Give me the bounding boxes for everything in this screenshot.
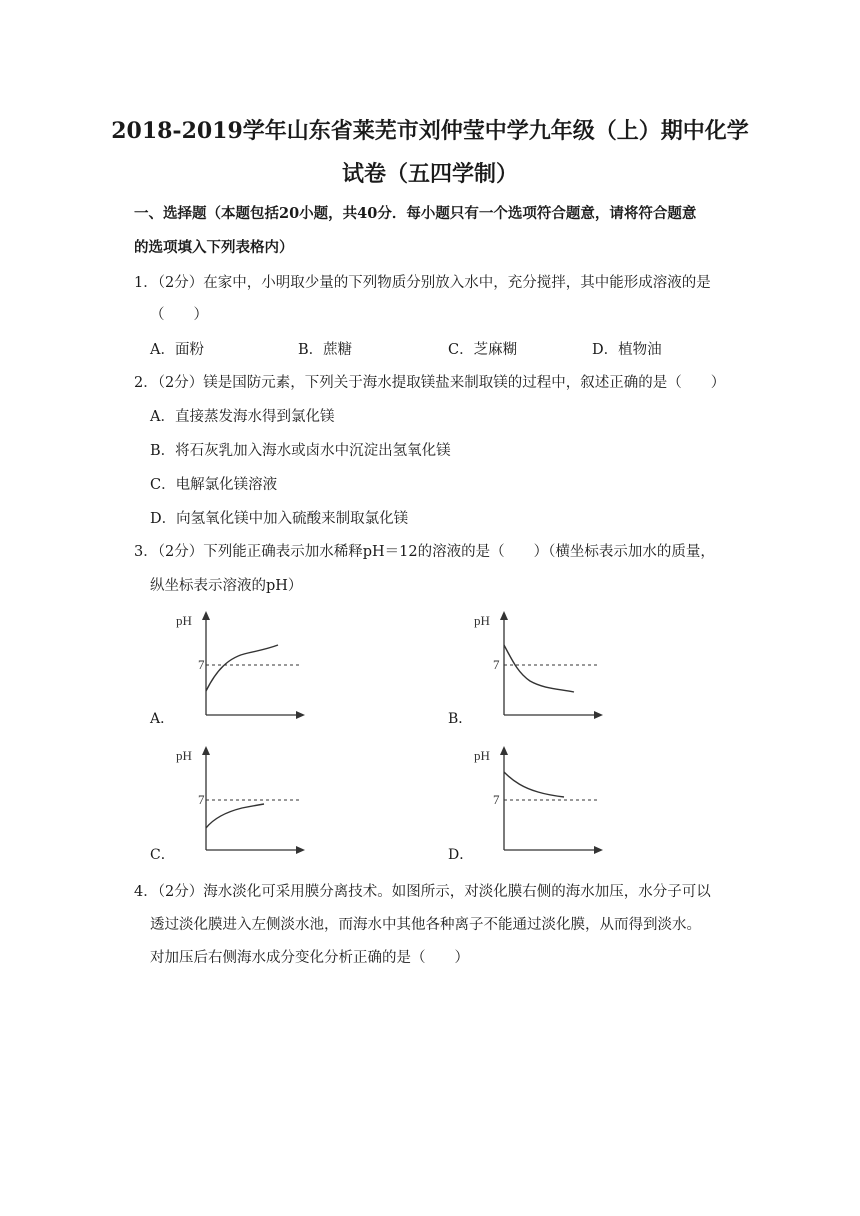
q3-graph-d[interactable] <box>468 740 608 860</box>
question-4-stem-line3: 对加压后右侧海水成分变化分析正确的是（ ） <box>150 950 469 966</box>
curve-c <box>206 804 264 828</box>
section-header-line2: 的选项填入下列表格内） <box>134 239 294 256</box>
y-axis-arrow <box>500 746 508 755</box>
question-4-stem: 4．（2分）海水淡化可采用膜分离技术。如图所示，对淡化膜右侧的海水加压，水分子可以 <box>134 884 711 900</box>
ref-7-label: 7 <box>493 792 500 807</box>
q3-graph-a[interactable] <box>170 605 310 725</box>
x-axis-arrow <box>594 711 603 719</box>
y-axis-arrow <box>202 611 210 620</box>
q1-option-a[interactable]: A．面粉 <box>150 342 204 358</box>
q1-option-d[interactable]: D．植物油 <box>592 342 662 358</box>
q3-option-a-label[interactable]: A． <box>150 711 175 727</box>
q1-option-b[interactable]: B．蔗糖 <box>298 342 353 358</box>
ref-7-label: 7 <box>198 792 205 807</box>
q3-option-d-label[interactable]: D． <box>448 847 474 863</box>
ph-axis-label: pH <box>474 613 490 628</box>
curve-d <box>504 772 564 797</box>
x-axis-arrow <box>296 711 305 719</box>
question-3-stem: 3．（2分）下列能正确表示加水稀释pH＝12的溶液的是（ ）（横坐标表示加水的质量， <box>134 544 715 560</box>
section-header-line1: 一、选择题（本题包括20小题，共40分．每小题只有一个选项符合题意，请将符合题意 <box>134 205 697 222</box>
q2-option-a[interactable]: A．直接蒸发海水得到氯化镁 <box>150 409 335 425</box>
paper-title-line2: 试卷（五四学制） <box>341 161 518 187</box>
ph-axis-label: pH <box>176 748 192 763</box>
y-axis-arrow <box>500 611 508 620</box>
ref-7-label: 7 <box>493 657 500 672</box>
x-axis-arrow <box>296 846 305 854</box>
curve-b <box>504 645 574 692</box>
ph-axis-label: pH <box>176 613 192 628</box>
ph-axis-label: pH <box>474 748 490 763</box>
curve-a <box>206 645 278 691</box>
ref-7-label: 7 <box>198 657 205 672</box>
question-1-bracket: （ ） <box>150 307 208 323</box>
q3-graph-b[interactable] <box>468 605 608 725</box>
q2-option-b[interactable]: B．将石灰乳加入海水或卤水中沉淀出氢氧化镁 <box>150 443 451 459</box>
question-1-stem: 1．（2分）在家中，小明取少量的下列物质分别放入水中，充分搅拌，其中能形成溶液的是 <box>134 275 711 291</box>
x-axis-arrow <box>594 846 603 854</box>
question-3-stem-line2: 纵坐标表示溶液的pH） <box>150 578 303 594</box>
q2-option-d[interactable]: D．向氢氧化镁中加入硫酸来制取氯化镁 <box>150 511 409 527</box>
q1-option-c[interactable]: C．芝麻糊 <box>448 342 518 358</box>
q3-graph-c[interactable] <box>170 740 310 860</box>
y-axis-arrow <box>202 746 210 755</box>
q3-option-c-label[interactable]: C． <box>150 847 175 863</box>
q2-option-c[interactable]: C．电解氯化镁溶液 <box>150 477 278 493</box>
question-2-stem: 2．（2分）镁是国防元素，下列关于海水提取镁盐来制取镁的过程中，叙述正确的是（ ） <box>134 375 726 391</box>
question-4-stem-line2: 透过淡化膜进入左侧淡水池，而海水中其他各种离子不能通过淡化膜，从而得到淡水。 <box>150 917 701 933</box>
q3-option-b-label[interactable]: B． <box>448 711 473 727</box>
paper-title-line1: 2018-2019学年山东省莱芜市刘仲莹中学九年级（上）期中化学 <box>111 118 749 144</box>
